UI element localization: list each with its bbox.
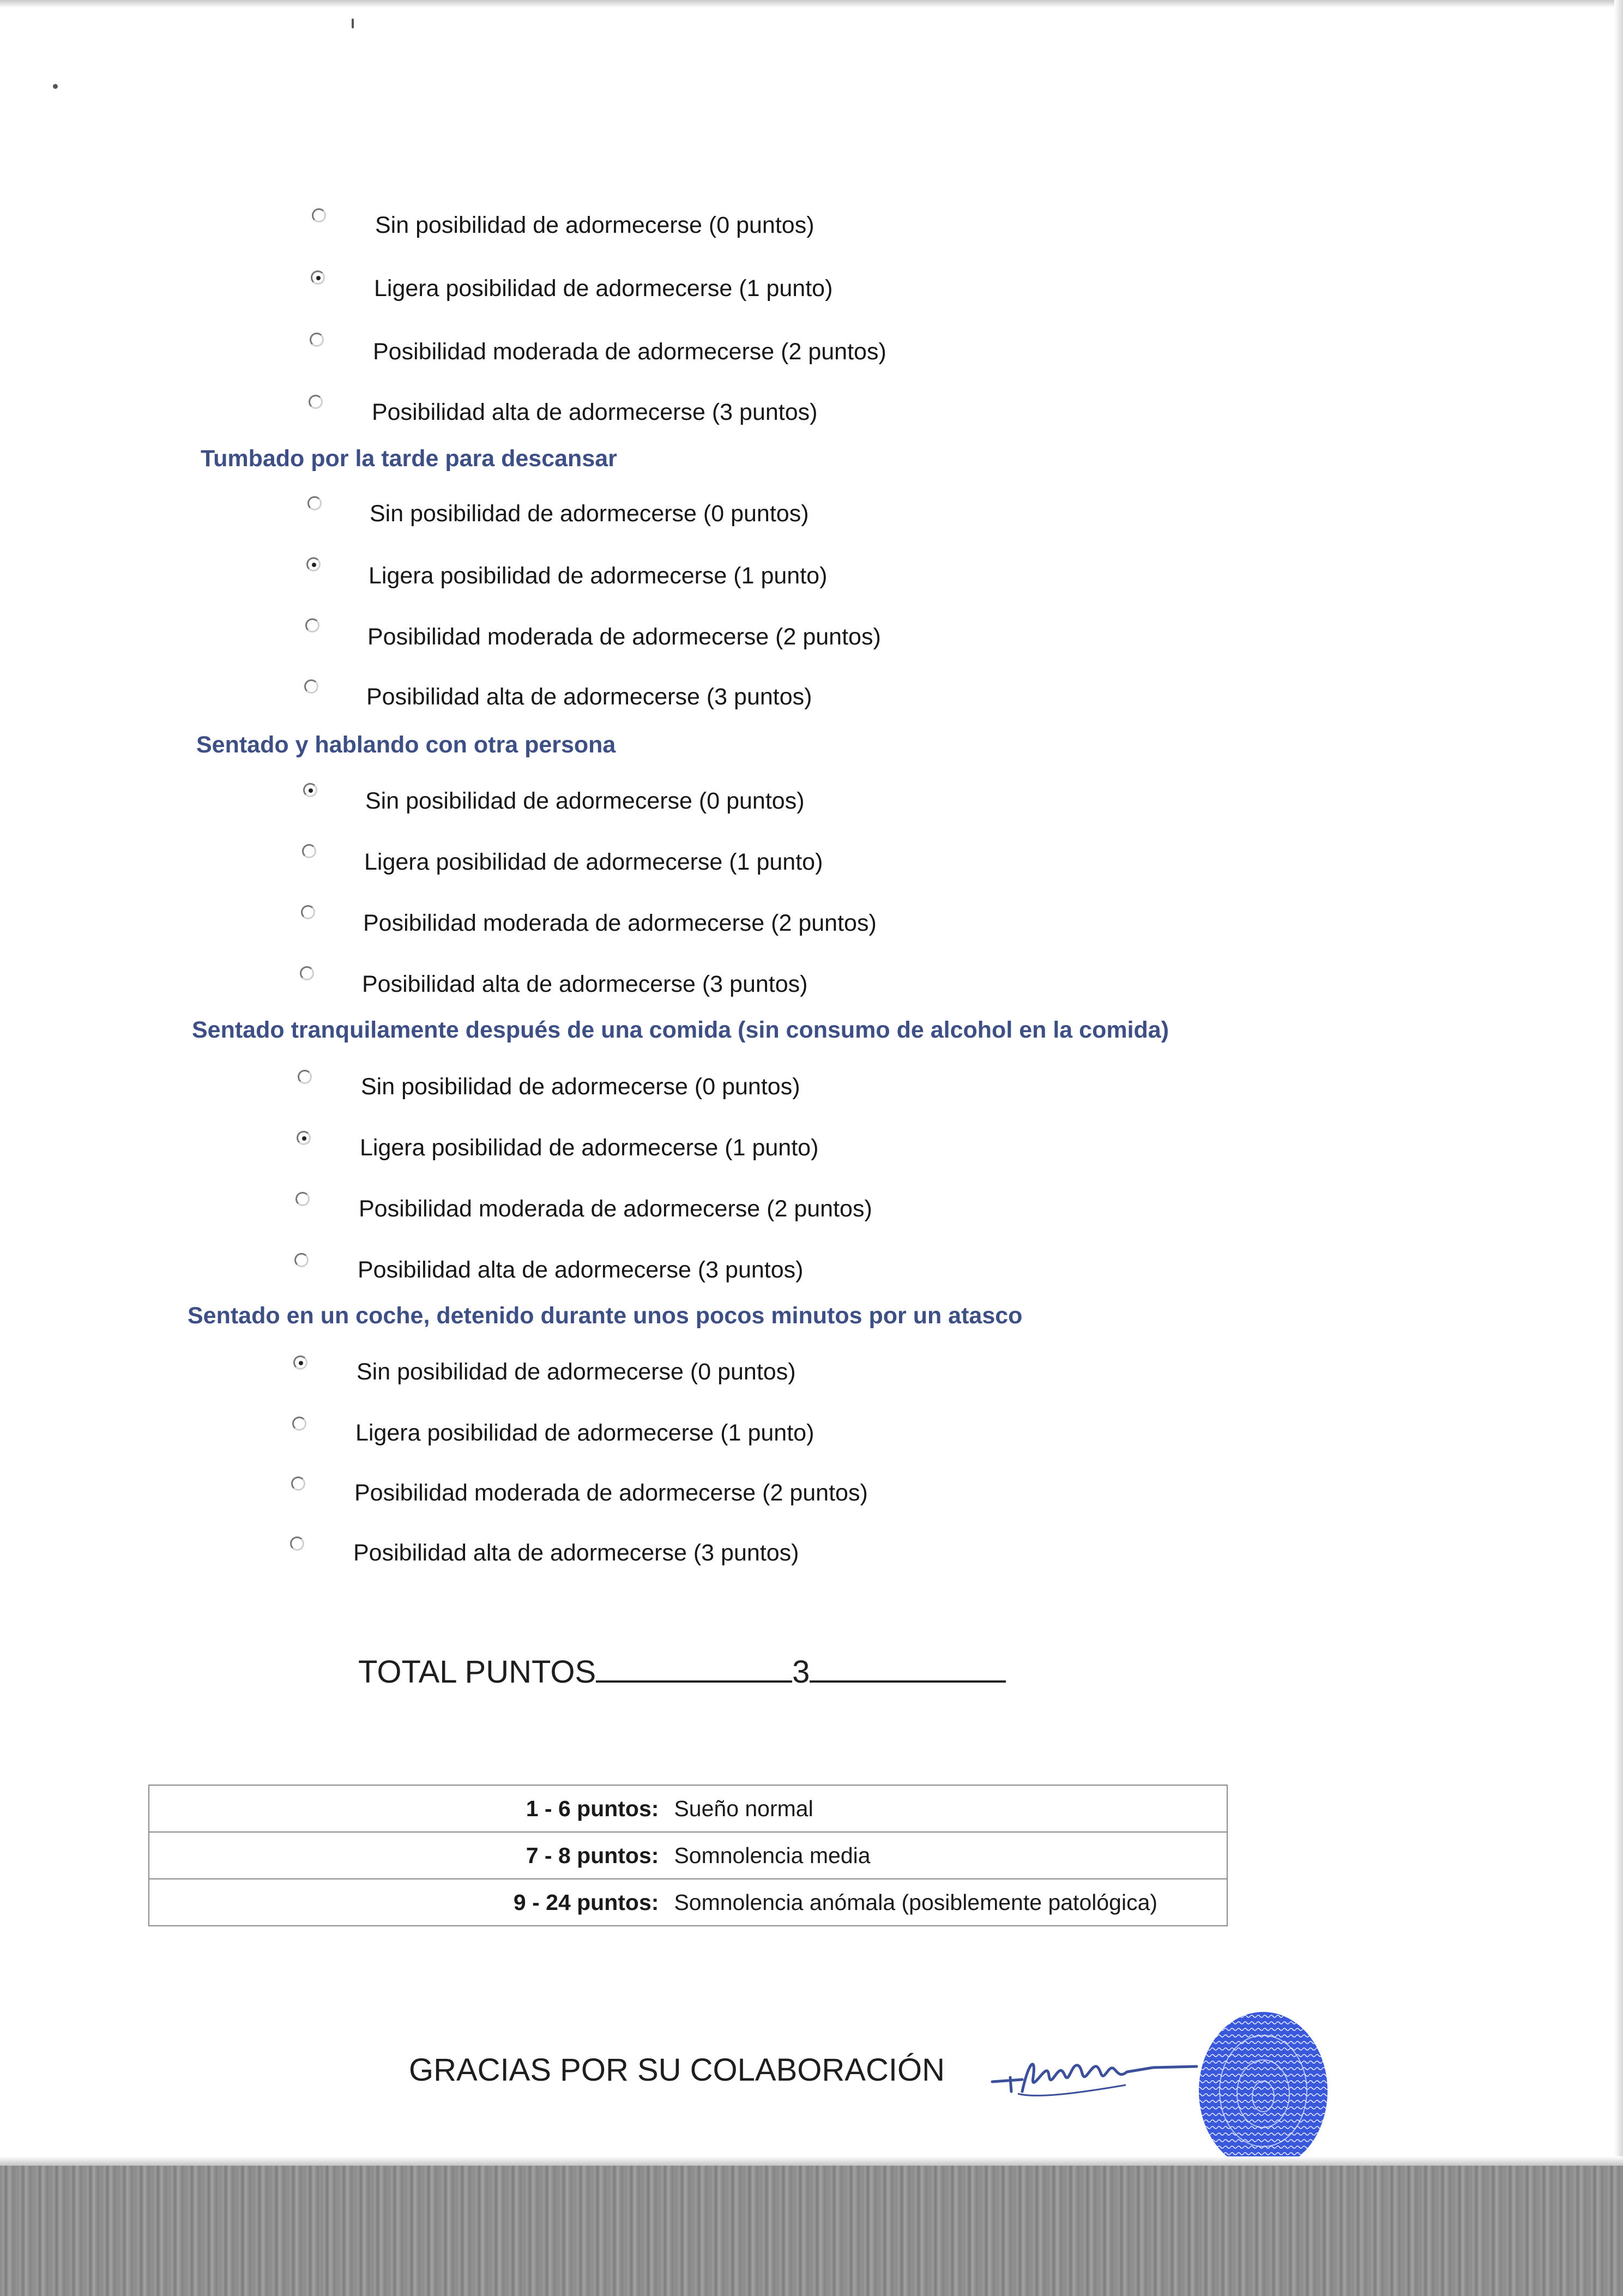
scan-speck	[53, 84, 58, 89]
radio-button[interactable]	[307, 496, 322, 510]
radio-button[interactable]	[302, 844, 316, 858]
option-label[interactable]: Posibilidad moderada de adormecerse (2 puntos)	[354, 1480, 868, 1506]
radio-button[interactable]	[291, 1477, 305, 1491]
total-label: TOTAL PUNTOS	[358, 1654, 596, 1690]
option-label[interactable]: Posibilidad alta de adormecerse (3 puntos)	[362, 971, 808, 997]
option-label[interactable]: Posibilidad moderada de adormecerse (2 puntos)	[367, 624, 881, 650]
option-label[interactable]: Sin posibilidad de adormecerse (0 puntos)	[361, 1074, 800, 1100]
option-label[interactable]: Sin posibilidad de adormecerse (0 puntos)	[375, 212, 814, 238]
radio-button[interactable]	[310, 333, 324, 347]
radio-button[interactable]	[305, 618, 319, 632]
total-underline-left	[596, 1652, 792, 1683]
option-label[interactable]: Sin posibilidad de adormecerse (0 puntos)	[357, 1359, 796, 1385]
score-description: Somnolencia media	[666, 1832, 1227, 1879]
radio-button[interactable]	[292, 1417, 306, 1431]
scanner-background	[0, 2166, 1623, 2296]
radio-button-selected[interactable]	[297, 1131, 311, 1145]
radio-button-selected[interactable]	[293, 1355, 307, 1370]
option-label[interactable]: Posibilidad moderada de adormecerse (2 puntos)	[373, 339, 886, 365]
question-title: Tumbado por la tarde para descansar	[201, 445, 617, 472]
table-row	[149, 1832, 1227, 1879]
option-label[interactable]: Posibilidad moderada de adormecerse (2 puntos)	[359, 1196, 872, 1222]
radio-button[interactable]	[295, 1192, 310, 1206]
scan-right-edge	[1614, 0, 1623, 2159]
option-label[interactable]: Ligera posibilidad de adormecerse (1 punto)	[364, 849, 823, 875]
radio-button-selected[interactable]	[311, 270, 325, 285]
scan-speck	[352, 19, 354, 28]
radio-button[interactable]	[304, 679, 318, 694]
question-title: Sentado en un coche, detenido durante unos pocos minutos por un atasco	[188, 1303, 1023, 1329]
total-underline-right	[810, 1652, 1006, 1683]
option-label[interactable]: Ligera posibilidad de adormecerse (1 punto)	[360, 1135, 819, 1161]
question-title: Sentado tranquilamente después de una comida (sin consumo de alcohol en la comida)	[192, 1017, 1169, 1043]
score-range: 7 - 8 puntos:	[149, 1832, 666, 1879]
total-points	[358, 1652, 1006, 1691]
score-range: 1 - 6 puntos:	[149, 1785, 666, 1832]
option-label[interactable]: Sin posibilidad de adormecerse (0 puntos)	[365, 788, 805, 814]
handwritten-signature	[990, 2039, 1208, 2110]
option-label[interactable]: Posibilidad alta de adormecerse (3 puntos)	[353, 1540, 799, 1566]
option-label[interactable]: Sin posibilidad de adormecerse (0 puntos)	[370, 501, 809, 527]
table-row	[149, 1879, 1227, 1926]
radio-button[interactable]	[294, 1253, 309, 1267]
score-interpretation-table	[148, 1785, 1228, 1926]
radio-button[interactable]	[298, 1070, 312, 1084]
radio-button[interactable]	[300, 966, 314, 980]
score-description: Somnolencia anómala (posiblemente patológica)	[666, 1879, 1227, 1926]
fingerprint-icon	[1191, 2006, 1336, 2176]
total-value: 3	[792, 1654, 810, 1690]
radio-button[interactable]	[290, 1536, 304, 1551]
option-label[interactable]: Posibilidad moderada de adormecerse (2 puntos)	[363, 910, 877, 936]
option-label[interactable]: Posibilidad alta de adormecerse (3 puntos)	[358, 1257, 804, 1283]
radio-button-selected[interactable]	[303, 783, 317, 797]
option-label[interactable]: Ligera posibilidad de adormecerse (1 punto)	[369, 563, 828, 589]
scan-top-edge	[0, 0, 1623, 8]
option-label[interactable]: Posibilidad alta de adormecerse (3 puntos)	[372, 399, 818, 425]
score-description: Sueño normal	[666, 1785, 1227, 1832]
radio-button[interactable]	[301, 905, 315, 919]
table-row	[149, 1785, 1227, 1832]
option-label[interactable]: Ligera posibilidad de adormecerse (1 punto)	[355, 1420, 814, 1446]
radio-button-selected[interactable]	[306, 557, 321, 571]
option-label[interactable]: Ligera posibilidad de adormecerse (1 punto)	[374, 275, 833, 302]
option-label[interactable]: Posibilidad alta de adormecerse (3 puntos)	[366, 684, 812, 710]
closing-text: GRACIAS POR SU COLABORACIÓN	[409, 2052, 945, 2088]
radio-button[interactable]	[309, 395, 323, 409]
radio-button[interactable]	[312, 208, 326, 222]
score-range: 9 - 24 puntos:	[149, 1879, 666, 1926]
question-title: Sentado y hablando con otra persona	[196, 732, 616, 758]
